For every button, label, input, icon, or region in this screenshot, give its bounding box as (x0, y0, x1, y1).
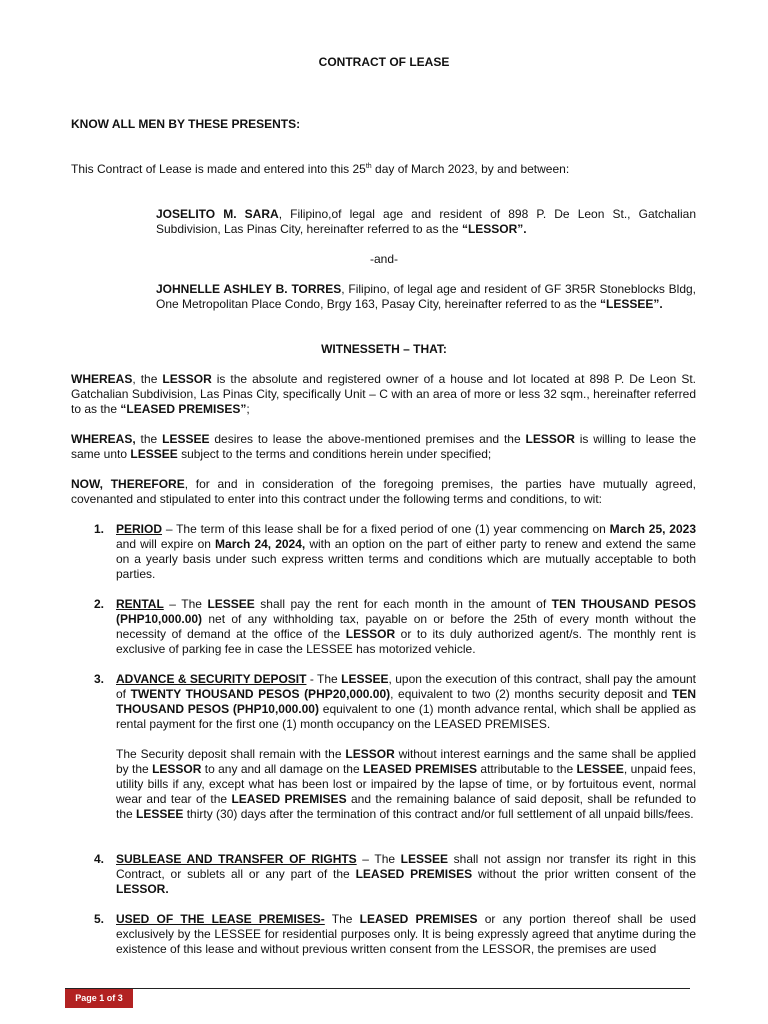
whereas2-text-a: the (135, 432, 163, 446)
clause-number: 2. (94, 597, 105, 611)
whereas-paragraph-1 (71, 372, 696, 417)
clause3-text-a: - The (306, 672, 342, 686)
clause-number: 4. (94, 852, 105, 866)
whereas2-text-b: desires to lease the above-mentioned premises and the (209, 432, 526, 446)
leased-premises-term: LEASED PREMISES (359, 912, 478, 926)
clause-heading: PERIOD (116, 522, 163, 536)
intro-superscript: th (365, 163, 372, 170)
clause5-text-b: or any portion thereof shall be used exclusively by the LESSEE for residential purposes only. It is being expressly agreed that anytime during the existence of this lease and without previous written consent from the LESSOR, the premises are used (116, 912, 696, 956)
now-therefore-text: , for and in consideration of the foregoing premises, the parties have mutually agreed, covenanted and stipulated to enter into this contract under the following terms and conditions, to wit: (71, 477, 697, 506)
lessor-role: “LESSOR”. (461, 222, 527, 236)
leased-premises-term: LEASED PREMISES (363, 762, 478, 776)
clause2-text-d: or to its duly authorized agent/s. The monthly rent is exclusive of parking fee in case the LESSEE has motorized vehicle. (116, 627, 696, 656)
whereas-paragraph-2 (71, 432, 696, 462)
clause2-text-c: net of any withholding tax, payable on or before the 25th of every month without the necessity of demand at the office of the (116, 612, 696, 641)
lessor-term: LESSOR. (116, 882, 169, 896)
now-therefore-keyword: NOW, THEREFORE (71, 477, 185, 491)
whereas1-text-b: is the absolute and registered owner of a house and lot located at 898 P. De Leon St. Gatchalian Subdivision, Las Pinas City, specifically Unit – C with an area of more or less 32 sqm., hereinafter referred to as the (71, 372, 697, 416)
clause-heading: SUBLEASE AND TRANSFER OF RIGHTS (116, 852, 357, 866)
lessee-term: LESSEE (341, 672, 389, 686)
lessor-name: JOSELITO M. SARA (156, 207, 279, 221)
clause5-text-a: The (324, 912, 360, 926)
intro-text: This Contract of Lease is made and entered into this 25 (71, 162, 366, 176)
clause1-text-c: with an option on the part of either party to renew and extend the same on a yearly basis under such express written terms and conditions which are mutually acceptable to both parties. (116, 537, 696, 581)
deposit-amount: TWENTY THOUSAND PESOS (PHP20,000.00) (130, 687, 391, 701)
rent-amount: TEN THOUSAND PESOS (PHP10,000.00) (116, 597, 697, 626)
deposit-text-d: attributable to the (477, 762, 577, 776)
clause-rental (116, 597, 696, 657)
lessee-party-block (156, 282, 696, 312)
start-date: March 25, 2023 (609, 522, 696, 536)
lessor-term: LESSOR (525, 432, 575, 446)
whereas2-text-d: subject to the terms and conditions herein under specified; (177, 447, 492, 461)
whereas2-text-c: is willing to lease the same unto (71, 432, 696, 461)
lessee-term: LESSEE (136, 807, 184, 821)
deposit-text-f: and the remaining balance of said deposit, shall be refunded to the (116, 792, 696, 821)
lessor-term: LESSOR (162, 372, 212, 386)
clause-advance-deposit (116, 672, 696, 732)
advance-amount: TEN THOUSAND PESOS (PHP10,000.00) (116, 687, 697, 716)
clause-heading: RENTAL (116, 597, 164, 611)
clause3-text-d: equivalent to one (1) month advance rental, which shall be applied as rental payment for the first one (1) month occupancy on the LEASED PREMISES. (116, 702, 696, 731)
clause2-text-a: – The (163, 597, 208, 611)
and-separator: -and- (369, 252, 398, 266)
end-date: March 24, 2024, (215, 537, 306, 551)
lessor-description: , Filipino,of legal age and resident of 898 P. De Leon St., Gatchalian Subdivision, Las Pinas City, hereinafter referred to as the (156, 207, 696, 236)
clause4-text-b: shall not assign nor transfer its right in this Contract, or sublets all or any part of the (116, 852, 696, 881)
clause-heading: ADVANCE & SECURITY DEPOSIT (116, 672, 307, 686)
clause-number: 1. (94, 522, 105, 536)
lessor-term: LESSOR (345, 747, 395, 761)
witnesseth-heading: WITNESSETH – THAT: (321, 342, 447, 356)
lessee-term: LESSEE (576, 762, 624, 776)
lessee-role: “LESSEE”. (600, 297, 663, 311)
clause-sublease (116, 852, 696, 897)
now-therefore-paragraph (71, 477, 696, 507)
leased-premises-term: LEASED PREMISES (355, 867, 473, 881)
clause4-text-c: without the prior written consent of the (472, 867, 697, 881)
deposit-text-c: to any and all damage on the (201, 762, 364, 776)
intro-paragraph (71, 162, 569, 177)
clause-period (116, 522, 696, 582)
document-title: CONTRACT OF LEASE (318, 55, 450, 69)
deposit-text-g: thirty (30) days after the termination of this contract and/or full settlement of all unpaid bills/fees. (183, 807, 694, 821)
deposit-text-a: The Security deposit shall remain with the (116, 747, 346, 761)
security-deposit-paragraph (116, 747, 696, 822)
clause2-text-b: shall pay the rent for each month in the amount of (254, 597, 552, 611)
lessee-term: LESSEE (207, 597, 255, 611)
clause1-text-b: and will expire on (116, 537, 216, 551)
deposit-text-b: without interest earnings and the same shall be applied by the (116, 747, 696, 776)
lessee-name: JOHNELLE ASHLEY B. TORRES (156, 282, 342, 296)
lessee-term: LESSEE (162, 432, 210, 446)
whereas1-text-c: ; (246, 402, 250, 416)
whereas-keyword: WHEREAS (71, 372, 133, 386)
intro-text-end: day of March 2023, by and between: (371, 162, 570, 176)
lessor-term: LESSOR (345, 627, 396, 641)
lessee-description: , Filipino, of legal age and resident of GF 3R5R Stoneblocks Bldg, One Metropolitan Place Condo, Brgy 163, Pasay City, hereinafter referred to as the (156, 282, 697, 311)
clause-heading: USED OF THE LEASE PREMISES- (116, 912, 325, 926)
clause3-text-c: , equivalent to two (2) months security deposit and (390, 687, 673, 701)
preamble-heading: KNOW ALL MEN BY THESE PRESENTS: (71, 117, 301, 131)
page-number-badge: Page 1 of 3 (65, 989, 133, 1008)
whereas-keyword: WHEREAS, (71, 432, 136, 446)
leased-premises-term: LEASED PREMISES (231, 792, 347, 806)
lessee-term: LESSEE (400, 852, 449, 866)
deposit-text-e: , unpaid fees, utility bills if any, except what has been lost or impaired by the lapse of time, or by fortuitous event, normal wear and tear of the (116, 762, 696, 806)
clause-use-of-premises (116, 912, 696, 957)
clause3-text-b: , upon the execution of this contract, shall pay the amount of (116, 672, 697, 701)
footer-rule (65, 988, 690, 989)
clause-number: 5. (94, 912, 105, 926)
whereas1-text-a: , the (132, 372, 163, 386)
leased-premises-term: “LEASED PREMISES” (120, 402, 247, 416)
clause1-text-a: – The term of this lease shall be for a fixed period of one (1) year commencing on (162, 522, 610, 536)
clause4-text-a: – The (356, 852, 401, 866)
lessor-term: LESSOR (152, 762, 202, 776)
clause-number: 3. (94, 672, 105, 686)
lessor-party-block (156, 207, 696, 237)
lessee-term: LESSEE (130, 447, 178, 461)
